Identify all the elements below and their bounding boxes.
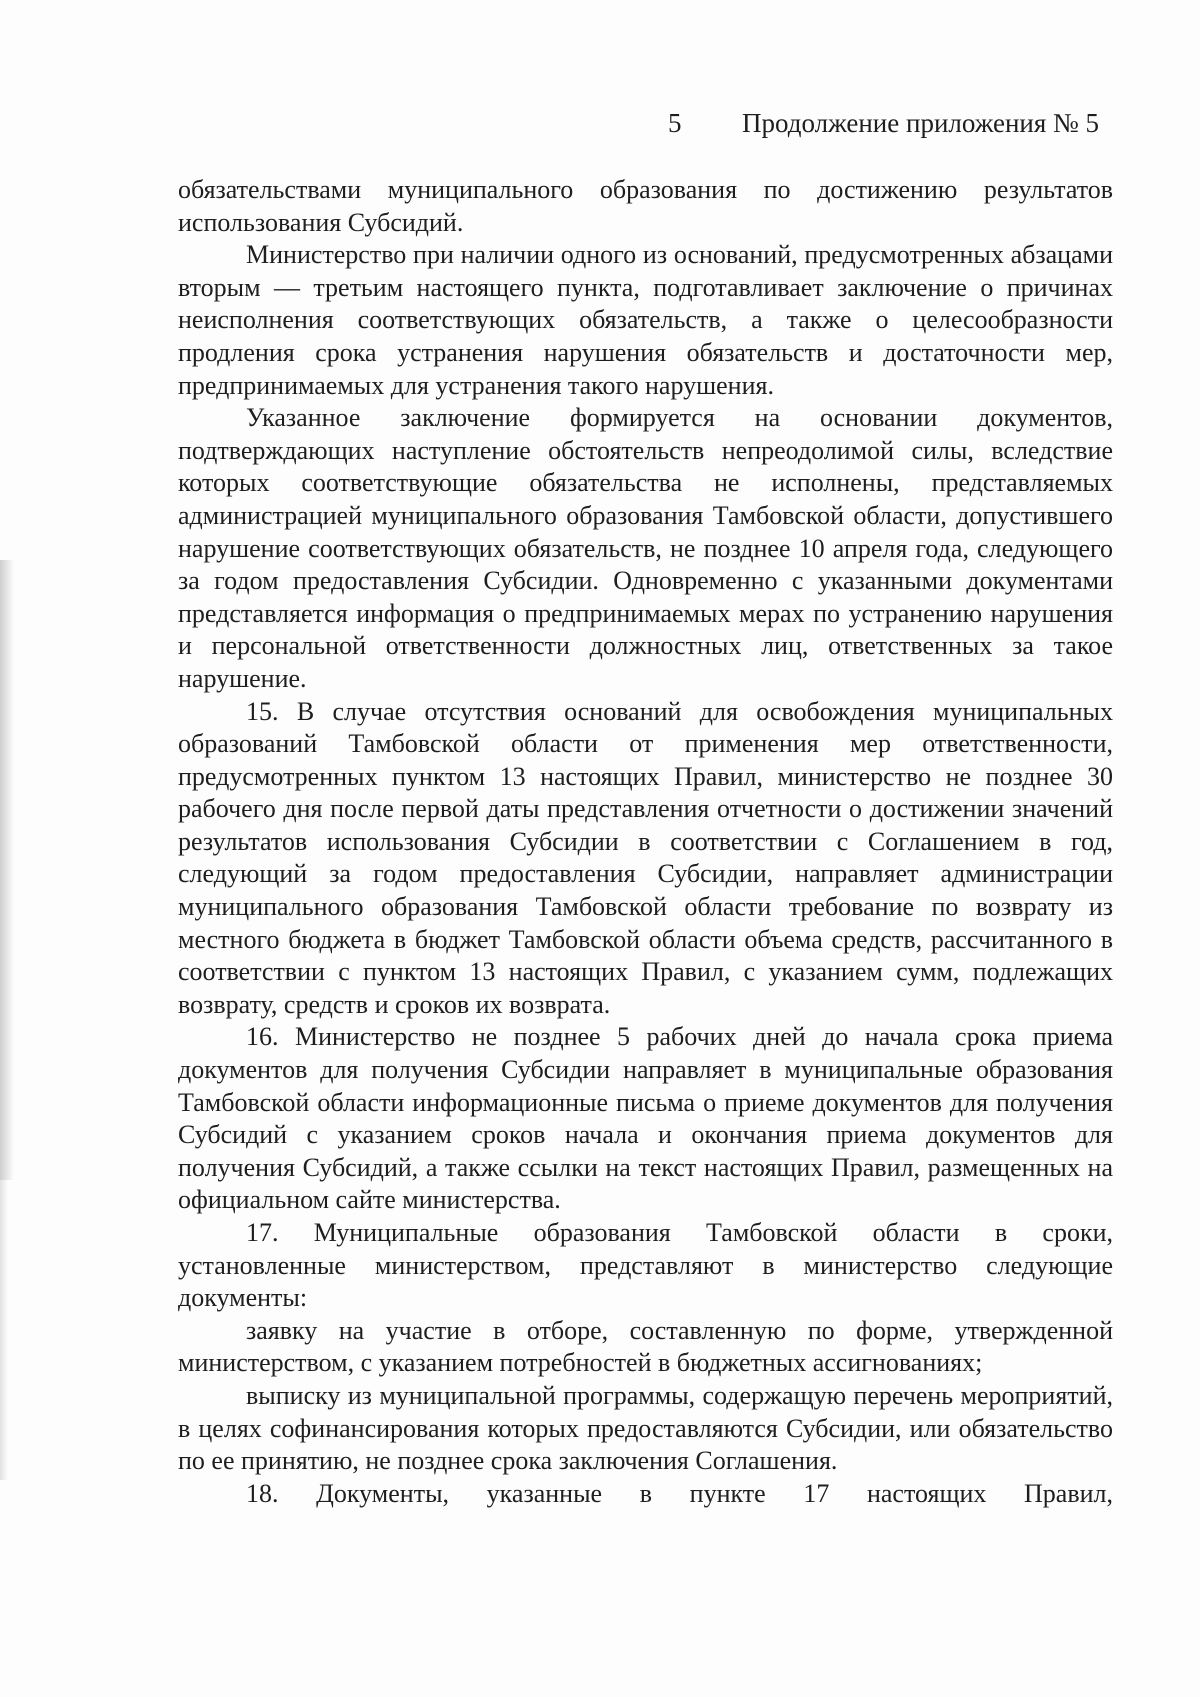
paragraph-ministry-conclusion: Министерство при наличии одного из оснований, предусмотренных абзацами вторым — третьим настоящего пункта, подготавливает заключение о причинах неисполнения соответствующих обязательств, а также о целесообразности продления срока устранения нарушения обязательств и достаточности мер, предпринимаемых для устранения такого нарушения. (178, 240, 1113, 400)
scan-edge-shadow (0, 560, 14, 1180)
paragraph-conclusion-basis: Указанное заключение формируется на основании документов, подтверждающих наступление обстоятельств непреодолимой силы, вследствие которых соответствующие обязательства не исполнены, представляемых администрацией муниципального образования Тамбовской области, допустившего нарушение соответствующих обязательств, не позднее 10 апреля года, следующего за годом предоставления Субсидии. Одновременно с указанными документами представляется информация о предпринимаемых мерах по устранению нарушения и персональной ответственности должностных лиц, ответственных за такое нарушение. (178, 403, 1113, 693)
page-number: 5 (668, 108, 682, 138)
appendix-continuation-title: Продолжение приложения № 5 (742, 108, 1100, 138)
paragraph-item-16: 16. Министерство не позднее 5 рабочих дней до начала срока приема документов для получения Субсидии направляет в муниципальные образования Тамбовской области информационные письма о приеме документов для получения Субсидий с указанием сроков начала и окончания приема документов для получения Субсидий, а также ссылки на текст настоящих Правил, размещенных на официальном сайте министерства. (178, 1022, 1113, 1215)
paragraph-item-18: 18. Документы, указанные в пункте 17 настоящих Правил, (246, 1478, 1113, 1508)
paragraph-item-17: 17. Муниципальные образования Тамбовской области в сроки, установленные министерством, представляют в министерство следующие документы: (178, 1218, 1113, 1313)
paragraph-application: заявку на участие в отборе, составленную по форме, утвержденной министерством, с указанием потребностей в бюджетных ассигнованиях; (178, 1315, 1113, 1378)
scan-edge-shadow-lower (0, 1180, 8, 1480)
paragraph-continuation: обязательствами муниципального образования по достижению результатов использования Субсидий. (178, 175, 1113, 237)
paragraph-program-extract: выписку из муниципальной программы, содержащую перечень мероприятий, в целях софинансирования которых предоставляются Субсидии, или обязательство по ее принятию, не позднее срока заключения Соглашения. (178, 1380, 1113, 1476)
document-body (178, 174, 1113, 1510)
paragraph-item-15: 15. В случае отсутствия оснований для освобождения муниципальных образований Тамбовской области от применения мер ответственности, предусмотренных пунктом 13 настоящих Правил, министерство не позднее 30 рабочего дня после первой даты представления отчетности о достижении значений результатов использования Субсидии в соответствии с Соглашением в год, следующий за годом предоставления Субсидии, направляет администрации муниципального образования Тамбовской области требование по возврату из местного бюджета в бюджет Тамбовской области объема средств, рассчитанного в соответствии с пунктом 13 настоящих Правил, с указанием сумм, подлежащих возврату, средств и сроков их возврата. (178, 696, 1113, 1019)
page-header (0, 108, 1200, 148)
